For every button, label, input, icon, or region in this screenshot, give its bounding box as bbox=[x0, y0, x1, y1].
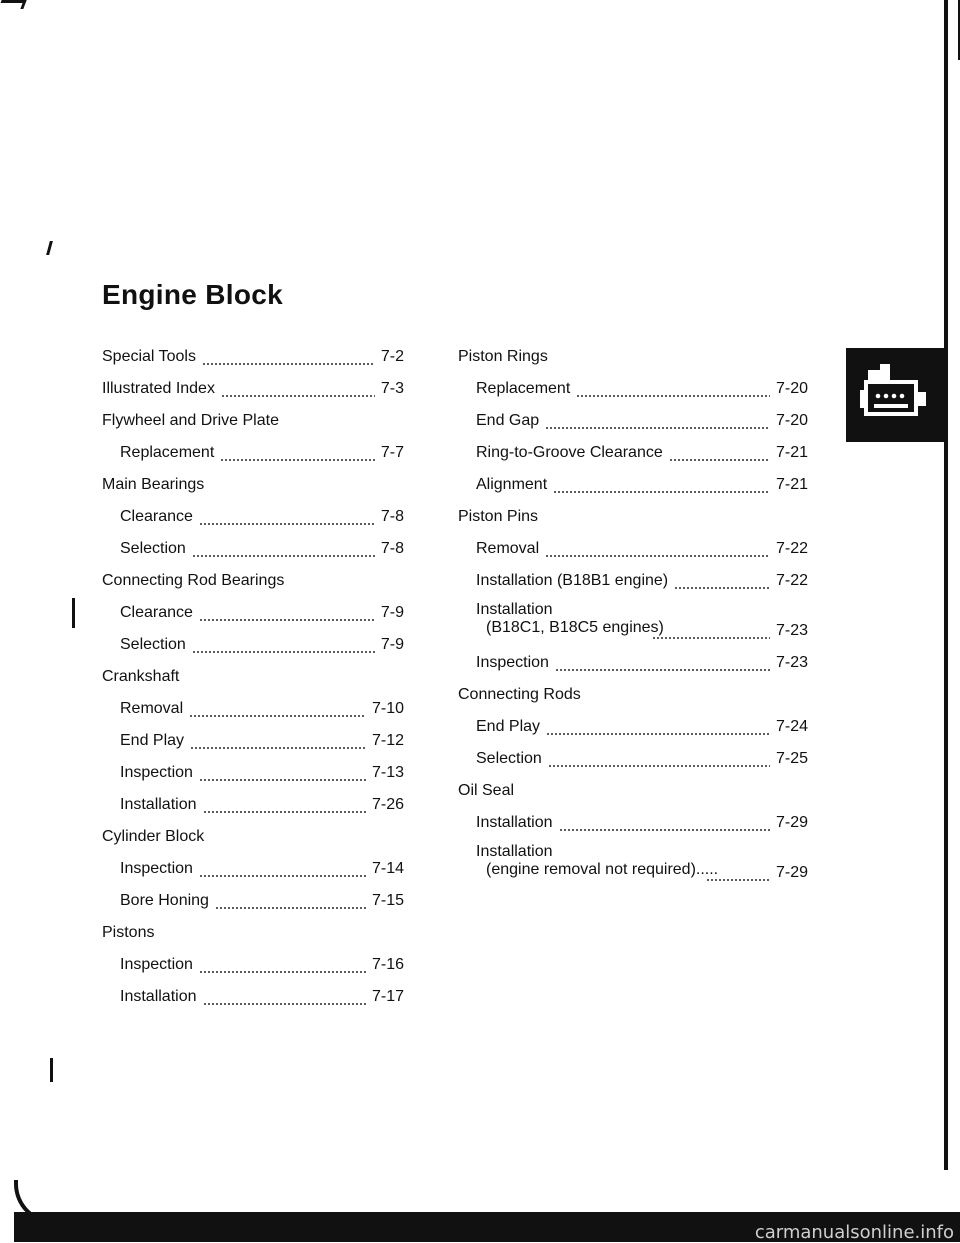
toc-section-heading bbox=[102, 342, 404, 374]
dot-leader bbox=[576, 395, 770, 397]
toc-entry-label: Ring-to-Groove Clearance bbox=[476, 444, 663, 461]
toc-entry bbox=[458, 744, 808, 776]
toc-entry-label: End Play bbox=[476, 718, 541, 735]
toc-entry bbox=[102, 982, 404, 1014]
toc-entry bbox=[458, 808, 808, 840]
toc-entry-label: Special Tools bbox=[102, 348, 196, 365]
page-number: 7-9 bbox=[380, 636, 404, 653]
page-number: 7-29 bbox=[775, 864, 808, 881]
dot-leader bbox=[555, 669, 770, 671]
page-number: 7-20 bbox=[775, 412, 808, 429]
dot-leader bbox=[674, 587, 770, 589]
toc-entry-label: Pistons bbox=[102, 924, 155, 941]
dot-leader bbox=[192, 651, 375, 653]
engine-block-icon bbox=[846, 348, 944, 442]
toc-entry-label: Cylinder Block bbox=[102, 828, 205, 845]
page-number: 7-22 bbox=[775, 572, 808, 589]
toc-entry-label: Connecting Rods bbox=[458, 686, 581, 703]
toc-section-heading bbox=[458, 502, 808, 534]
toc-section-heading bbox=[458, 776, 808, 808]
toc-section-heading bbox=[102, 470, 404, 502]
page-number: 7-15 bbox=[371, 892, 404, 909]
section-tab bbox=[846, 348, 944, 442]
toc-entry bbox=[102, 758, 404, 790]
toc-entry-label: Selection bbox=[120, 636, 186, 653]
dot-leader bbox=[199, 619, 375, 621]
page-title: Engine Block bbox=[102, 279, 283, 310]
page-number: 7-13 bbox=[371, 764, 404, 781]
page-number: 7-2 bbox=[380, 348, 404, 365]
toc-entry-label: Removal bbox=[120, 700, 184, 717]
toc-entry-label: Oil Seal bbox=[458, 782, 515, 799]
toc-entry bbox=[458, 566, 808, 598]
toc-entry-label: Inspection bbox=[120, 860, 193, 877]
dot-leader bbox=[199, 971, 366, 973]
toc-entry-label: Flywheel and Drive Plate bbox=[102, 412, 279, 429]
toc-entry-label: Piston Pins bbox=[458, 508, 539, 525]
page-number: 7-25 bbox=[775, 750, 808, 767]
toc-entry-label: Installation bbox=[120, 796, 197, 813]
dot-leader bbox=[652, 637, 770, 639]
toc-entry bbox=[102, 598, 404, 630]
toc-entry bbox=[102, 950, 404, 982]
toc-entry-label: Installation bbox=[476, 814, 553, 831]
toc-entry-label: Inspection bbox=[120, 956, 193, 973]
toc-entry-label: Clearance bbox=[120, 508, 193, 525]
page-number: 7-10 bbox=[371, 700, 404, 717]
dot-leader bbox=[706, 879, 770, 881]
toc-entry-label: Installation bbox=[120, 988, 197, 1005]
toc-entry-label: Inspection bbox=[476, 654, 549, 671]
page-number: 7-29 bbox=[775, 814, 808, 831]
page-number: 7-8 bbox=[380, 508, 404, 525]
toc-entry bbox=[102, 502, 404, 534]
watermark: carmanualsonline.info bbox=[754, 1222, 954, 1243]
page-number: 7-9 bbox=[380, 604, 404, 621]
toc-entry-label-line2: (B18C1, B18C5 engines) bbox=[486, 619, 664, 636]
page-number: 7-14 bbox=[371, 860, 404, 877]
dot-leader bbox=[545, 555, 770, 557]
dot-leader bbox=[553, 491, 770, 493]
toc-entry-label: Selection bbox=[476, 750, 542, 767]
dot-leader bbox=[559, 829, 770, 831]
dot-leader bbox=[545, 427, 770, 429]
dot-leader bbox=[669, 459, 770, 461]
toc-section-heading bbox=[102, 406, 404, 438]
toc-entry-label: Bore Honing bbox=[120, 892, 209, 909]
page-number: 7-7 bbox=[380, 444, 404, 461]
dot-leader bbox=[199, 779, 366, 781]
toc-section-heading bbox=[102, 822, 404, 854]
dot-leader bbox=[202, 363, 375, 365]
dot-leader bbox=[192, 555, 375, 557]
page-edge-right bbox=[944, 0, 948, 1170]
toc-entry bbox=[458, 470, 808, 502]
toc-entry bbox=[458, 598, 808, 648]
toc-entry bbox=[102, 694, 404, 726]
toc-entry-label: Installation (B18B1 engine) bbox=[476, 572, 669, 589]
toc-left-column bbox=[102, 342, 404, 1014]
dot-leader bbox=[215, 907, 366, 909]
toc-section-heading bbox=[102, 374, 404, 406]
page-number: 7-17 bbox=[371, 988, 404, 1005]
toc-entry-label: Installation (engine removal not required)..... bbox=[476, 843, 719, 878]
toc-entry-label: Selection bbox=[120, 540, 186, 557]
toc-entry bbox=[102, 726, 404, 758]
toc-entry-label: Inspection bbox=[120, 764, 193, 781]
toc-entry-label: Removal bbox=[476, 540, 540, 557]
dot-leader bbox=[546, 733, 770, 735]
page-number: 7-16 bbox=[371, 956, 404, 973]
toc-entry-label: Connecting Rod Bearings bbox=[102, 572, 285, 589]
toc-section-heading bbox=[458, 342, 808, 374]
toc-entry bbox=[102, 534, 404, 566]
dot-leader bbox=[548, 765, 770, 767]
toc-entry-label: Installation (B18C1, B18C5 engines) bbox=[476, 601, 664, 636]
toc-entry-label: Illustrated Index bbox=[102, 380, 215, 397]
dot-leader bbox=[203, 811, 366, 813]
toc-entry bbox=[458, 406, 808, 438]
page-number: 7-8 bbox=[380, 540, 404, 557]
page-number: 7-3 bbox=[380, 380, 404, 397]
toc-entry bbox=[102, 854, 404, 886]
toc-entry bbox=[458, 438, 808, 470]
dot-leader bbox=[203, 1003, 366, 1005]
toc-entry-label: Clearance bbox=[120, 604, 193, 621]
toc-entry bbox=[458, 374, 808, 406]
dot-leader bbox=[199, 523, 375, 525]
page-number: 7-24 bbox=[775, 718, 808, 735]
dot-leader bbox=[189, 715, 366, 717]
toc-entry bbox=[102, 886, 404, 918]
toc-right-column bbox=[458, 342, 808, 890]
page-number: 7-12 bbox=[371, 732, 404, 749]
toc-entry bbox=[102, 630, 404, 662]
page-number: 7-22 bbox=[775, 540, 808, 557]
toc-entry bbox=[102, 438, 404, 470]
page-number: 7-23 bbox=[775, 622, 808, 639]
page-number: 7-21 bbox=[775, 476, 808, 493]
page-number: 7-20 bbox=[775, 380, 808, 397]
page-number: 7-26 bbox=[371, 796, 404, 813]
dot-leader bbox=[190, 747, 366, 749]
margin-mark bbox=[72, 598, 75, 628]
margin-mark bbox=[46, 241, 53, 255]
toc-entry-label: End Gap bbox=[476, 412, 540, 429]
toc-entry bbox=[458, 534, 808, 566]
toc-entry-label: Crankshaft bbox=[102, 668, 180, 685]
toc-entry-label: Piston Rings bbox=[458, 348, 548, 365]
toc-entry-label: Alignment bbox=[476, 476, 548, 493]
dot-leader bbox=[221, 395, 375, 397]
toc-section-heading bbox=[102, 918, 404, 950]
toc-section-heading bbox=[102, 566, 404, 598]
toc-entry-label: Replacement bbox=[120, 444, 215, 461]
toc-entry-label: Main Bearings bbox=[102, 476, 205, 493]
page-number: 7-23 bbox=[775, 654, 808, 671]
corner-mark bbox=[0, 0, 27, 9]
margin-mark bbox=[50, 1058, 53, 1082]
dot-leader bbox=[199, 875, 366, 877]
toc-entry bbox=[102, 790, 404, 822]
toc-section-heading bbox=[102, 662, 404, 694]
toc-entry-label-line2: (engine removal not required)..... bbox=[486, 861, 719, 878]
toc-entry bbox=[458, 712, 808, 744]
toc-entry bbox=[458, 648, 808, 680]
toc-entry bbox=[458, 840, 808, 890]
dot-leader bbox=[220, 459, 375, 461]
toc-entry-label: End Play bbox=[120, 732, 185, 749]
toc-section-heading bbox=[458, 680, 808, 712]
toc-entry-label: Replacement bbox=[476, 380, 571, 397]
page-number: 7-21 bbox=[775, 444, 808, 461]
